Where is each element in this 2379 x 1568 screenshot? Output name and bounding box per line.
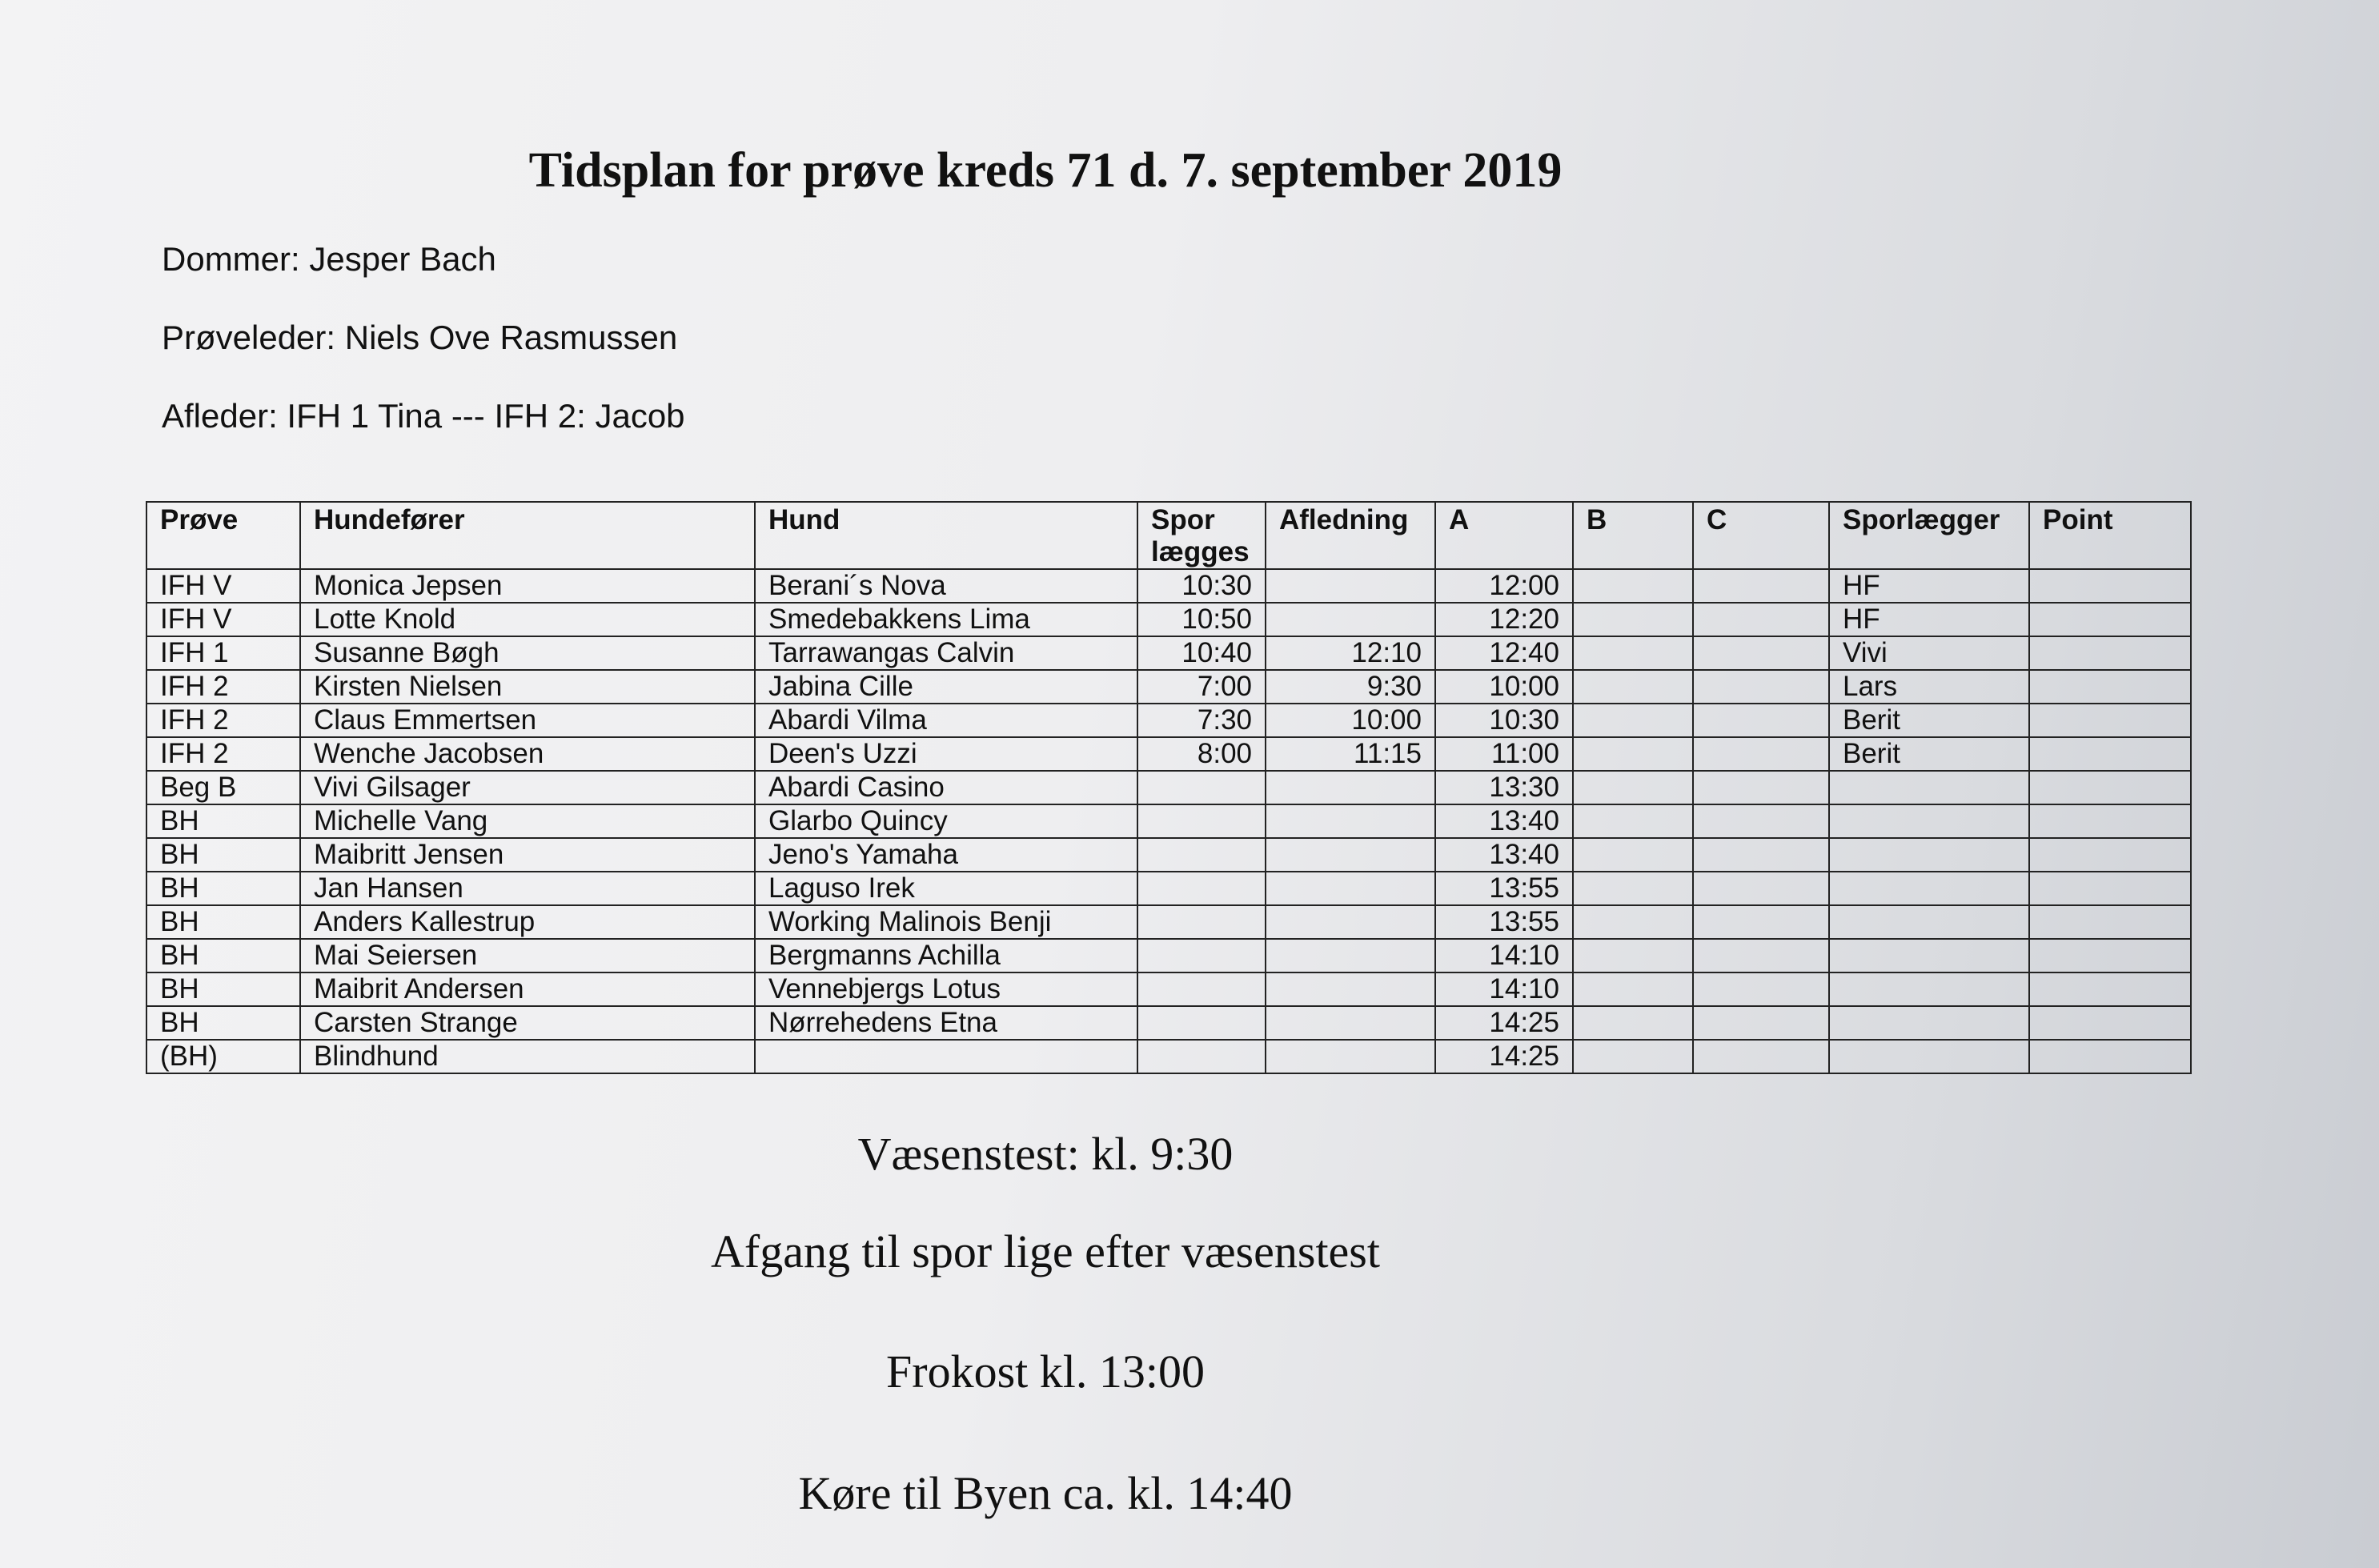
table-cell: Bergmanns Achilla	[755, 939, 1137, 972]
table-cell: BH	[146, 1006, 300, 1040]
table-cell	[1573, 872, 1693, 905]
table-row	[146, 704, 2191, 737]
table-cell	[1573, 636, 1693, 670]
table-cell	[1693, 1006, 1829, 1040]
table-cell	[2029, 1006, 2191, 1040]
table-cell	[1573, 704, 1693, 737]
table-cell	[1693, 1040, 1829, 1073]
table-cell: 8:00	[1137, 737, 1266, 771]
table-cell	[1573, 939, 1693, 972]
table-cell	[1829, 872, 2029, 905]
table-cell	[1573, 1040, 1693, 1073]
table-cell	[2029, 636, 2191, 670]
table-cell: 13:55	[1435, 905, 1573, 939]
table-cell	[1829, 771, 2029, 804]
table-cell	[1693, 905, 1829, 939]
table-row	[146, 804, 2191, 838]
table-cell	[1266, 603, 1435, 636]
table-cell	[1829, 1040, 2029, 1073]
decoy-line: Afleder: IFH 1 Tina --- IFH 2: Jacob	[162, 397, 685, 435]
table-cell	[1573, 569, 1693, 603]
table-cell: 10:30	[1137, 569, 1266, 603]
table-cell: IFH 2	[146, 737, 300, 771]
table-cell: Laguso Irek	[755, 872, 1137, 905]
table-cell: 10:40	[1137, 636, 1266, 670]
table-row	[146, 670, 2191, 704]
table-cell	[1693, 872, 1829, 905]
table-cell	[1693, 838, 1829, 872]
table-row	[146, 771, 2191, 804]
table-cell	[1266, 939, 1435, 972]
table-cell	[1266, 1040, 1435, 1073]
table-cell	[1137, 905, 1266, 939]
table-cell	[1693, 771, 1829, 804]
table-cell: 13:40	[1435, 838, 1573, 872]
table-cell	[1266, 905, 1435, 939]
table-cell	[1266, 1006, 1435, 1040]
column-header: A	[1435, 502, 1573, 569]
schedule-table	[146, 501, 2192, 1074]
column-header: Sporlægger	[1829, 502, 2029, 569]
table-cell: IFH 1	[146, 636, 300, 670]
table-cell: Vennebjergs Lotus	[755, 972, 1137, 1006]
table-cell	[1693, 636, 1829, 670]
header-row	[146, 502, 2191, 569]
table-cell	[2029, 838, 2191, 872]
table-cell	[755, 1040, 1137, 1073]
table-cell: 9:30	[1266, 670, 1435, 704]
table-cell	[1137, 1040, 1266, 1073]
column-header: Afledning	[1266, 502, 1435, 569]
drive-to-town-line: Køre til Byen ca. kl. 14:40	[798, 1467, 1293, 1519]
table-row	[146, 838, 2191, 872]
table-cell	[1693, 737, 1829, 771]
table-cell: 13:55	[1435, 872, 1573, 905]
table-cell: IFH 2	[146, 704, 300, 737]
table-cell: IFH V	[146, 569, 300, 603]
table-cell	[1137, 838, 1266, 872]
table-cell	[1693, 569, 1829, 603]
table-cell: 11:15	[1266, 737, 1435, 771]
table-cell	[1573, 603, 1693, 636]
table-cell	[2029, 804, 2191, 838]
table-cell: Wenche Jacobsen	[300, 737, 755, 771]
table-cell: Jeno's Yamaha	[755, 838, 1137, 872]
table-cell: BH	[146, 972, 300, 1006]
table-cell	[2029, 1040, 2191, 1073]
table-cell: Berit	[1829, 737, 2029, 771]
table-row	[146, 905, 2191, 939]
table-cell	[1573, 1006, 1693, 1040]
table-cell	[1829, 905, 2029, 939]
table-cell	[1693, 704, 1829, 737]
table-cell: Nørrehedens Etna	[755, 1006, 1137, 1040]
table-cell: 7:00	[1137, 670, 1266, 704]
table-cell: Deen's Uzzi	[755, 737, 1137, 771]
table-cell: (BH)	[146, 1040, 300, 1073]
table-cell: BH	[146, 804, 300, 838]
table-cell: Working Malinois Benji	[755, 905, 1137, 939]
table-cell: 7:30	[1137, 704, 1266, 737]
table-cell	[1829, 939, 2029, 972]
table-cell: IFH 2	[146, 670, 300, 704]
table-cell: Vivi	[1829, 636, 2029, 670]
table-cell: 12:20	[1435, 603, 1573, 636]
table-cell	[1693, 972, 1829, 1006]
judge-line: Dommer: Jesper Bach	[162, 240, 496, 278]
table-cell	[1693, 603, 1829, 636]
table-cell: Michelle Vang	[300, 804, 755, 838]
table-cell: Mai Seiersen	[300, 939, 755, 972]
table-cell	[1137, 972, 1266, 1006]
table-cell	[2029, 771, 2191, 804]
table-cell: HF	[1829, 603, 2029, 636]
table-header	[146, 502, 2191, 569]
table-cell: Berit	[1829, 704, 2029, 737]
table-cell	[1573, 771, 1693, 804]
column-header: Prøve	[146, 502, 300, 569]
table-cell: 12:40	[1435, 636, 1573, 670]
table-cell: 11:00	[1435, 737, 1573, 771]
table-row	[146, 569, 2191, 603]
table-cell: 12:00	[1435, 569, 1573, 603]
table-cell: 14:10	[1435, 939, 1573, 972]
table-cell: Lotte Knold	[300, 603, 755, 636]
column-header: Spor lægges	[1137, 502, 1266, 569]
table-row	[146, 872, 2191, 905]
table-cell: 10:00	[1266, 704, 1435, 737]
table-cell	[1693, 670, 1829, 704]
table-cell	[1829, 1006, 2029, 1040]
column-header: Hundefører	[300, 502, 755, 569]
table-cell	[2029, 603, 2191, 636]
table-row	[146, 737, 2191, 771]
table-cell: Jabina Cille	[755, 670, 1137, 704]
table-cell	[1573, 737, 1693, 771]
table-cell: Anders Kallestrup	[300, 905, 755, 939]
table-cell	[1266, 972, 1435, 1006]
table-cell	[1829, 972, 2029, 1006]
column-header: Point	[2029, 502, 2191, 569]
table-row	[146, 636, 2191, 670]
table-cell	[2029, 905, 2191, 939]
table-cell	[1137, 872, 1266, 905]
table-cell: Maibritt Jensen	[300, 838, 755, 872]
table-cell	[1266, 804, 1435, 838]
table-cell: Vivi Gilsager	[300, 771, 755, 804]
table-cell	[1266, 838, 1435, 872]
table-cell: BH	[146, 939, 300, 972]
table-cell: BH	[146, 838, 300, 872]
table-row	[146, 1006, 2191, 1040]
table-cell	[1573, 972, 1693, 1006]
table-cell	[1573, 804, 1693, 838]
table-cell: Beg B	[146, 771, 300, 804]
table-cell	[2029, 972, 2191, 1006]
table-cell	[1829, 804, 2029, 838]
table-cell: Susanne Bøgh	[300, 636, 755, 670]
table-cell	[2029, 704, 2191, 737]
trial-leader-line: Prøveleder: Niels Ove Rasmussen	[162, 319, 678, 356]
lunch-line: Frokost kl. 13:00	[886, 1345, 1205, 1398]
table-cell	[2029, 670, 2191, 704]
table-cell: BH	[146, 872, 300, 905]
temperament-test-line: Væsenstest: kl. 9:30	[857, 1128, 1234, 1180]
table-cell: Glarbo Quincy	[755, 804, 1137, 838]
table-cell: IFH V	[146, 603, 300, 636]
table-cell: 14:10	[1435, 972, 1573, 1006]
table-cell: 10:00	[1435, 670, 1573, 704]
table-row	[146, 1040, 2191, 1073]
table-cell	[2029, 872, 2191, 905]
table-cell: 10:30	[1435, 704, 1573, 737]
table-cell: Smedebakkens Lima	[755, 603, 1137, 636]
table-row	[146, 972, 2191, 1006]
table-cell	[1137, 1006, 1266, 1040]
column-header: Hund	[755, 502, 1137, 569]
table-row	[146, 603, 2191, 636]
table-cell	[1266, 872, 1435, 905]
table-cell: Abardi Vilma	[755, 704, 1137, 737]
table-cell	[1266, 771, 1435, 804]
table-cell: Maibrit Andersen	[300, 972, 755, 1006]
table-cell	[1573, 670, 1693, 704]
table-cell: Claus Emmertsen	[300, 704, 755, 737]
table-cell: Monica Jepsen	[300, 569, 755, 603]
table-row	[146, 939, 2191, 972]
table-cell: Blindhund	[300, 1040, 755, 1073]
table-cell: BH	[146, 905, 300, 939]
table-cell: Kirsten Nielsen	[300, 670, 755, 704]
table-cell: Carsten Strange	[300, 1006, 755, 1040]
table-cell: Berani´s Nova	[755, 569, 1137, 603]
table-cell: Jan Hansen	[300, 872, 755, 905]
table-cell	[1573, 905, 1693, 939]
table-cell: 14:25	[1435, 1006, 1573, 1040]
table-cell	[1266, 569, 1435, 603]
table-cell: 13:40	[1435, 804, 1573, 838]
table-body	[146, 569, 2191, 1073]
table-cell	[1693, 939, 1829, 972]
table-cell	[2029, 737, 2191, 771]
table-cell	[2029, 939, 2191, 972]
table-cell	[1137, 804, 1266, 838]
table-cell	[1573, 838, 1693, 872]
table-cell: 14:25	[1435, 1040, 1573, 1073]
table-cell	[1137, 771, 1266, 804]
table-cell: 13:30	[1435, 771, 1573, 804]
departure-line: Afgang til spor lige efter væsenstest	[711, 1225, 1380, 1277]
column-header: C	[1693, 502, 1829, 569]
table-cell: Lars	[1829, 670, 2029, 704]
page-title: Tidsplan for prøve kreds 71 d. 7. september 2019	[528, 143, 1563, 198]
table-cell: 10:50	[1137, 603, 1266, 636]
table-cell	[2029, 569, 2191, 603]
table-cell: HF	[1829, 569, 2029, 603]
table-cell	[1137, 939, 1266, 972]
table-cell: Abardi Casino	[755, 771, 1137, 804]
column-header: B	[1573, 502, 1693, 569]
table-cell	[1693, 804, 1829, 838]
table-cell: Tarrawangas Calvin	[755, 636, 1137, 670]
table-cell: 12:10	[1266, 636, 1435, 670]
table-cell	[1829, 838, 2029, 872]
